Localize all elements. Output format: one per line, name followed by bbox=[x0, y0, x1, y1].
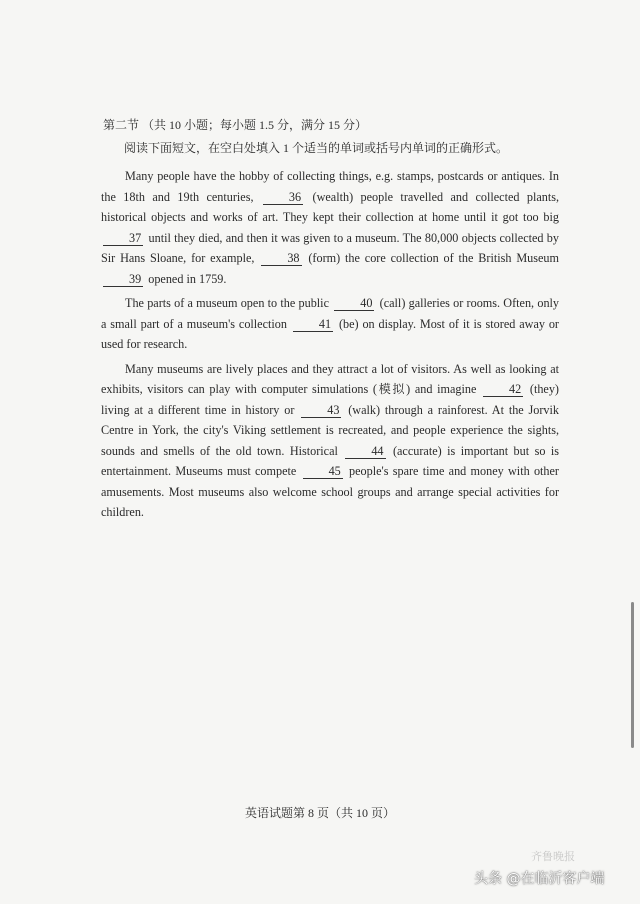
blank-45: 45 bbox=[303, 464, 343, 479]
blank-37: 37 bbox=[103, 231, 143, 246]
page-footer: 英语试题第 8 页（共 10 页） bbox=[244, 806, 395, 820]
blank-36: 36 bbox=[263, 190, 303, 205]
paragraph-text: until they died, and then it was given to a museum. The 80,000 objects collected by Sir Hans Sloane, for example, bbox=[101, 230, 559, 265]
section-heading: 第二节 （共 10 小题；每小题 1.5 分，满分 15 分） bbox=[103, 118, 368, 132]
paragraph-text: (form) the core collection of the British Museum bbox=[308, 251, 559, 265]
blank-42: 42 bbox=[483, 382, 523, 397]
blank-41: 41 bbox=[293, 317, 333, 332]
paragraph-text: The parts of a museum open to the public bbox=[125, 296, 329, 310]
scrollbar-thumb[interactable] bbox=[631, 602, 634, 748]
paragraph-text: Many people have the hobby of collecting things, e.g. stamps, postcards or antiques. In the 18th and 19th centuries, bbox=[101, 169, 559, 204]
blank-40: 40 bbox=[334, 296, 374, 311]
paragraph-text: (they) living at a different time in history or bbox=[101, 382, 559, 417]
paragraph-text: (be) on display. Most of it is stored away or used for research. bbox=[101, 316, 559, 351]
blank-43: 43 bbox=[301, 403, 341, 418]
watermark-faint: 齐鲁晚报 bbox=[531, 850, 575, 863]
paragraph-3 bbox=[101, 359, 559, 523]
passage bbox=[101, 166, 559, 527]
paragraph-text: (accurate) is important but so is entertainment. Museums must compete bbox=[101, 443, 559, 478]
paragraph-1 bbox=[101, 166, 559, 289]
section-instruction: 阅读下面短文，在空白处填入 1 个适当的单词或括号内单词的正确形式。 bbox=[124, 141, 509, 155]
blank-44: 44 bbox=[345, 444, 385, 459]
blank-38: 38 bbox=[261, 251, 301, 266]
paragraph-text: opened in 1759. bbox=[148, 271, 227, 286]
paragraph-text: people's spare time and money with other amusements. Most museums also welcome school groups and arrange special activities for children. bbox=[101, 464, 559, 519]
blank-39: 39 bbox=[103, 272, 143, 287]
paragraph-text: (call) galleries or rooms. Often, only a small part of a museum's collection bbox=[101, 296, 560, 331]
paragraph-text: (walk) through a rainforest. At the Jorvik Centre in York, the city's Viking settlement is recreated, and people experience the sights, sounds and smells of the old town. Historical bbox=[101, 402, 560, 458]
paragraph-text: Many museums are lively places and they attract a lot of visitors. As well as looking at exhibits, visitors can play with computer simulations (模拟) and imagine bbox=[101, 361, 559, 396]
paragraph-2 bbox=[101, 293, 559, 355]
watermark: 头条 @在临沂客户端 bbox=[474, 871, 605, 887]
paragraph-text: (wealth) people travelled and collected plants, historical objects and works of art. They kept their collection at home until it got too big bbox=[101, 189, 560, 224]
